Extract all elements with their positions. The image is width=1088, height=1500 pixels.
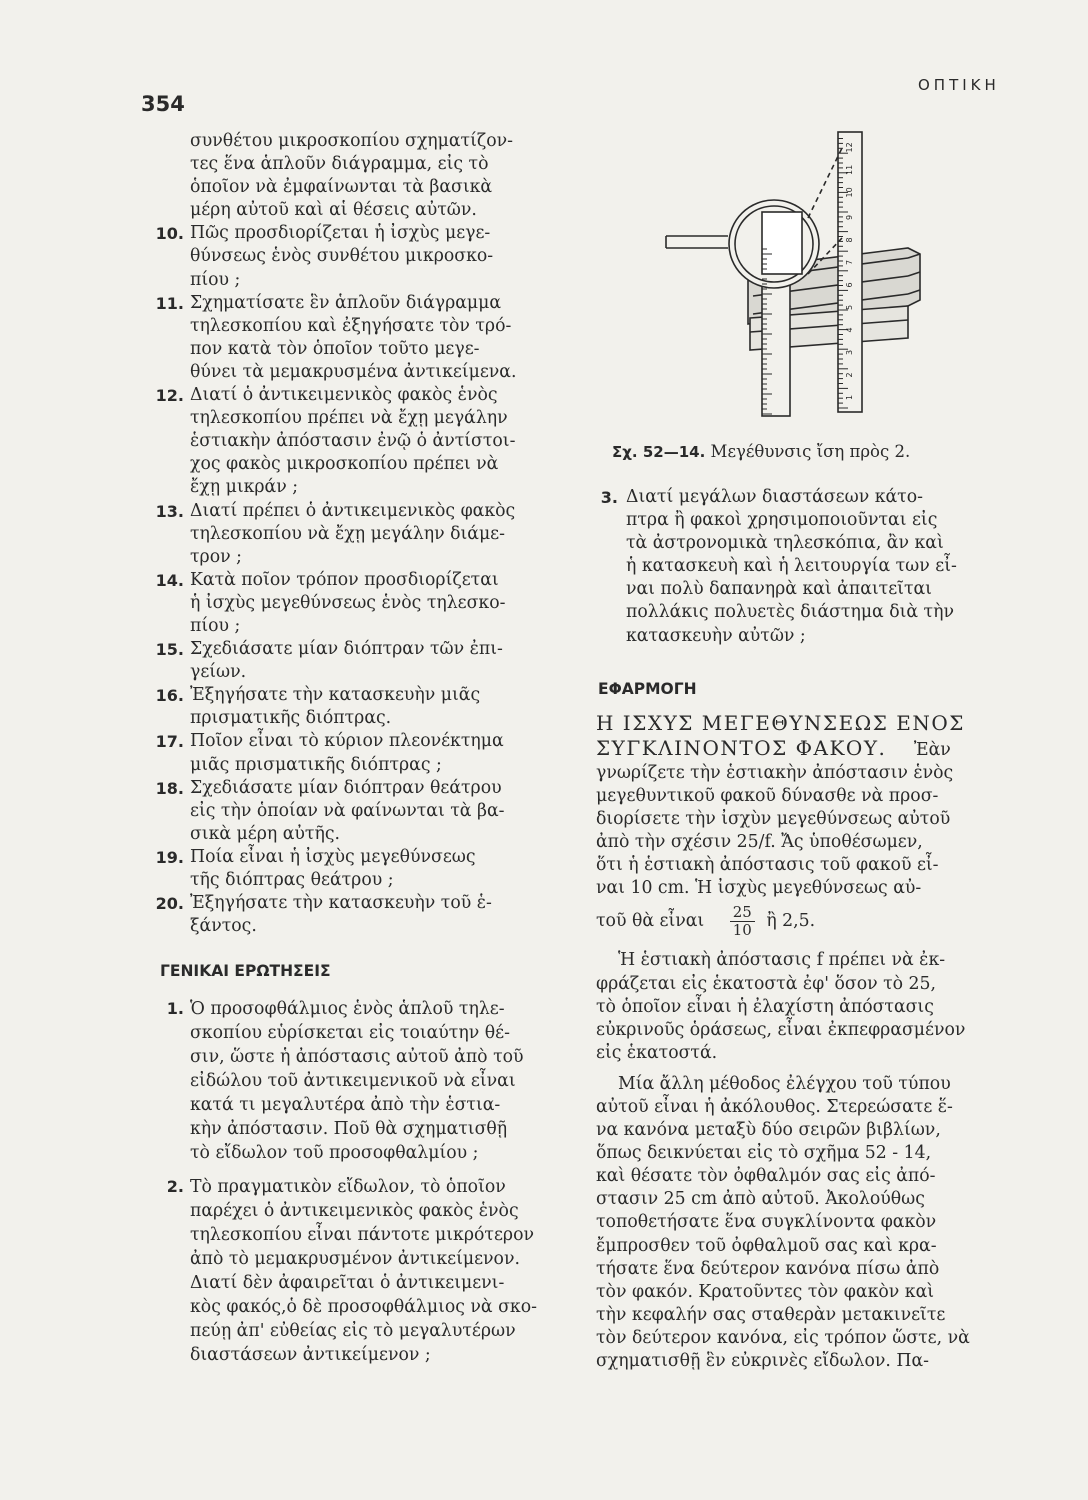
formula-suffix: ἢ 2,5. <box>766 911 816 932</box>
text-line: θύνσεως ἑνὸς συνθέτου μικροσκο- <box>190 246 494 267</box>
text-line: τὸ εἴδωλον τοῦ προσοφθαλμίου ; <box>190 1143 479 1164</box>
caption-label: Σχ. 52—14. <box>612 443 706 461</box>
formula-prefix: τοῦ θὰ εἶναι <box>596 911 705 932</box>
text-line: Ποία εἶναι ἡ ἰσχὺς μεγεθύνσεως <box>190 846 476 867</box>
text-line: σικὰ μέρη αὐτῆς. <box>190 823 340 844</box>
general-questions-title: ΓΕΝΙΚΑΙ ΕΡΩΤΗΣΕΙΣ <box>160 962 331 981</box>
paragraph-3 <box>596 1073 1014 1373</box>
text-line: Ποῖον εἶναι τὸ κύριον πλεονέκτημα <box>190 731 504 752</box>
text-line: Σχεδιάσατε μίαν διόπτραν θεάτρου <box>190 777 502 798</box>
text-line: φράζεται εἰς ἑκατοστὰ ἐφ' ὅσον τὸ 25, <box>596 973 937 994</box>
figure-caption <box>612 442 910 461</box>
text-line: Διατί ὁ ἀντικειμενικὸς φακὸς ἑνὸς <box>190 385 498 406</box>
text-line: εἰς ἑκατοστά. <box>596 1042 718 1063</box>
left-column <box>148 130 580 1377</box>
heading-tail: Ἐὰν <box>913 739 951 760</box>
fraction-denominator: 10 <box>732 921 752 940</box>
question-number: 15. <box>155 640 184 660</box>
text-line: ὅπως δεικνύεται εἰς τὸ σχῆμα 52 - 14, <box>596 1143 932 1164</box>
question-number: 17. <box>155 732 184 752</box>
question-15 <box>148 638 580 684</box>
question-14 <box>148 569 580 638</box>
text-line: τηλεσκοπίου καὶ ἐξηγήσατε τὸν τρό- <box>190 315 512 336</box>
text-line: Ἐξηγήσατε τὴν κατασκευὴν τοῦ ἑ- <box>190 893 492 914</box>
running-head: ΟΠΤΙΚΗ <box>918 76 1000 94</box>
text-line: διαστάσεων ἀντικείμενον ; <box>190 1345 431 1366</box>
text-line: εὐκρινοῦς ὁράσεως, εἶναι ἐκπεφρασμένον <box>596 1019 966 1040</box>
question-number: 3. <box>600 488 618 507</box>
text-line: ναι 10 cm. Ἡ ἰσχὺς μεγεθύνσεως αὐ- <box>596 878 922 899</box>
text-line: διορίσετε τὴν ἰσχὺν μεγεθύνσεως αὐτοῦ <box>596 809 951 830</box>
text-line: Τὸ πραγματικὸν εἴδωλον, τὸ ὁποῖον <box>190 1177 506 1198</box>
text-line: συνθέτου μικροσκοπίου σχηματίζον- <box>190 131 514 151</box>
application-heading-line2: ΣΥΓΚΛΙΝΟΝΤΟΣ ΦΑΚΟΥ. <box>596 735 887 760</box>
question-number: 2. <box>166 1177 184 1197</box>
text-line: καὶ θέσατε τὸν ὀφθαλμόν σας εἰς ἀπό- <box>596 1166 936 1187</box>
ruler-label: 2 <box>845 372 854 378</box>
magnifier-handle <box>666 236 728 248</box>
question-10 <box>148 222 580 291</box>
question-12 <box>148 384 580 499</box>
ruler-label: 7 <box>845 259 854 265</box>
formula-line <box>596 904 1014 939</box>
text-line: σχηματισθῇ ἓν εὐκρινὲς εἴδωλον. Πα- <box>596 1351 929 1371</box>
question-20 <box>148 892 580 938</box>
text-line: Διατί μεγάλων διαστάσεων κάτο- <box>626 487 923 507</box>
text-line: ἀπὸ τὴν σχέσιν 25/f. Ἄς ὑποθέσωμεν, <box>596 832 923 853</box>
text-line: Μία ἄλλη μέθοδος ἐλέγχου τοῦ τύπου <box>618 1073 951 1094</box>
text-line: ἔχῃ μικράν ; <box>190 477 299 498</box>
ruler-label: 12 <box>845 142 854 153</box>
text-line: τῆς διόπτρας θεάτρου ; <box>190 870 394 890</box>
text-line: πρισματικῆς διόπτρας. <box>190 708 392 729</box>
question-number: 18. <box>155 778 184 798</box>
paragraph-2 <box>596 949 1014 1064</box>
question-number: 13. <box>155 501 184 521</box>
page-number: 354 <box>141 92 185 116</box>
ruler-label: 11 <box>845 164 854 175</box>
text-line: Πῶς προσδιορίζεται ἡ ἰσχὺς μεγε- <box>190 223 491 244</box>
text-line: σκοπίου εὑρίσκεται εἰς τοιαύτην θέ- <box>190 1023 510 1044</box>
question-number: 12. <box>155 386 184 406</box>
question-number: 16. <box>155 686 184 706</box>
text-line: ἡ κατασκευὴ καὶ ἡ λειτουργία των εἶ- <box>626 556 957 577</box>
application-heading-line2-row <box>596 736 1014 762</box>
text-line: Ἡ ἑστιακὴ ἀπόστασις f πρέπει νὰ ἐκ- <box>618 950 946 971</box>
ruler-label: 3 <box>845 349 854 355</box>
text-line: ἑστιακὴν ἀπόστασιν ἐνῷ ὁ ἀντίστοι- <box>190 431 516 452</box>
question-3 <box>596 486 1014 648</box>
text-line: τηλεσκοπίου νὰ ἔχῃ μεγάλην διάμε- <box>190 523 505 544</box>
text-line: Ἐξηγήσατε τὴν κατασκευὴν μιᾶς <box>190 685 481 706</box>
question-16 <box>148 684 580 730</box>
ruler-label: 10 <box>845 187 854 198</box>
text-line: τες ἕνα ἁπλοῦν διάγραμμα, εἰς τὸ <box>190 154 489 175</box>
ruler-label: 9 <box>845 214 854 220</box>
question-13 <box>148 500 580 569</box>
text-line: τὰ ἀστρονομικὰ τηλεσκόπια, ἂν καὶ <box>626 533 944 554</box>
magnifier-ruler-figure <box>658 128 958 428</box>
text-line: εἰς τὴν ὁποίαν νὰ φαίνωνται τὰ βα- <box>190 800 505 821</box>
text-line: κὸς φακός,ὁ δὲ προσοφθάλμιος νὰ σκο- <box>190 1297 537 1318</box>
general-question-2 <box>148 1175 580 1367</box>
text-line: γείων. <box>190 662 247 683</box>
ruler-label: 4 <box>845 327 854 333</box>
formula-fraction <box>730 904 755 939</box>
text-line: Διατί δὲν ἀφαιρεῖται ὁ ἀντικειμενι- <box>190 1273 505 1294</box>
text-line: μιᾶς πρισματικῆς διόπτρας ; <box>190 754 442 775</box>
general-question-1 <box>148 997 580 1165</box>
text-line: παρέχει ὁ ἀντικειμενικὸς φακὸς ἑνὸς <box>190 1201 519 1222</box>
text-line: κὴν ἀπόστασιν. Ποῦ θὰ σχηματισθῇ <box>190 1119 508 1140</box>
text-line: τὸ ὁποῖον εἶναι ἡ ἐλαχίστη ἀπόστασις <box>596 996 934 1017</box>
paragraph-1 <box>596 762 1014 940</box>
question-19 <box>148 846 580 892</box>
general-questions <box>148 997 580 1367</box>
text-line: πτρα ἢ φακοὶ χρησιμοποιοῦνται εἰς <box>626 510 938 531</box>
text-line: γνωρίζετε τὴν ἑστιακὴν ἀπόστασιν ἑνὸς <box>596 762 954 783</box>
ruler-label: 8 <box>845 237 854 243</box>
ruler-label: 6 <box>845 282 854 288</box>
intro-continuation <box>148 130 580 222</box>
text-line: τήσατε ἕνα δεύτερον κανόνα πίσω ἀπὸ <box>596 1258 940 1279</box>
question-number: 11. <box>155 293 184 313</box>
text-line: κατά τι μεγαλυτέρα ἀπὸ τὴν ἑστια- <box>190 1095 501 1116</box>
text-line: αὐτοῦ εἶναι ἡ ἀκόλουθος. Στερεώσατε ἕ- <box>596 1096 953 1117</box>
text-line: τρον ; <box>190 546 242 567</box>
text-line: μέρη αὐτοῦ καὶ αἱ θέσεις αὐτῶν. <box>190 200 477 221</box>
ruler-label: 1 <box>845 394 854 400</box>
fraction-numerator: 25 <box>730 904 755 922</box>
application-title: ΕΦΑΡΜΟΓΗ <box>598 679 697 698</box>
caption-text: Μεγέθυνσις ἴση πρὸς 2. <box>710 442 911 461</box>
text-line: τοποθετήσατε ἕνα συγκλίνοντα φακὸν <box>596 1212 937 1233</box>
text-line: ἡ ἰσχὺς μεγεθύνσεως ἑνὸς τηλεσκο- <box>190 592 506 613</box>
text-line: τηλεσκοπίου πρέπει νὰ ἔχῃ μεγάλην <box>190 408 508 429</box>
text-line: Ὁ προσοφθάλμιος ἑνὸς ἁπλοῦ τηλε- <box>190 999 505 1020</box>
text-line: θύνει τὰ μεμακρυσμένα ἀντικείμενα. <box>190 361 517 382</box>
text-line: στασιν 25 cm ἀπὸ αὐτοῦ. Ἀκολούθως <box>596 1189 925 1210</box>
text-line: ὅτι ἡ ἑστιακὴ ἀπόστασις τοῦ φακοῦ εἶ- <box>596 855 939 876</box>
text-line: τὴν κεφαλήν σας σταθερὰν μετακινεῖτε <box>596 1304 946 1325</box>
question-number: 1. <box>166 999 184 1019</box>
right-column <box>596 486 1014 1373</box>
text-line: Σχηματίσατε ἓν ἁπλοῦν διάγραμμα <box>190 292 502 313</box>
question-11 <box>148 292 580 384</box>
text-line: ἀπὸ τὸ μεμακρυσμένον ἀντικείμενον. <box>190 1249 520 1270</box>
question-18 <box>148 777 580 846</box>
text-line: εἰδώλου τοῦ ἀντικειμενικοῦ νὰ εἶναι <box>190 1071 516 1092</box>
text-line: ἔμπροσθεν τοῦ ὀφθαλμοῦ σας καὶ κρα- <box>596 1235 937 1256</box>
text-line: Κατὰ ποῖον τρόπον προσδιορίζεται <box>190 569 499 590</box>
text-line: χος φακὸς μικροσκοπίου πρέπει νὰ <box>190 454 499 475</box>
text-line: ναι πολὺ δαπανηρὰ καὶ ἀπαιτεῖται <box>626 579 932 600</box>
text-line: μεγεθυντικοῦ φακοῦ δύνασθε νὰ προσ- <box>596 785 939 806</box>
question-number: 19. <box>155 847 184 867</box>
text-line: πεύῃ ἀπ' εὐθείας εἰς τὸ μεγαλυτέρων <box>190 1321 516 1342</box>
application-heading-line1: Η ΙΣΧΥΣ ΜΕΓΕΘΥΝΣΕΩΣ ΕΝΟΣ <box>596 710 965 735</box>
text-line: πον κατὰ τὸν ὁποῖον τοῦτο μεγε- <box>190 338 480 359</box>
text-line: να κανόνα μεταξὺ δύο σειρῶν βιβλίων, <box>596 1120 941 1141</box>
text-line: τηλεσκοπίου εἶναι πάντοτε μικρότερον <box>190 1225 534 1246</box>
text-line: σιν, ὥστε ἡ ἀπόστασις αὐτοῦ ἀπὸ τοῦ <box>190 1047 524 1068</box>
magnified-ruler <box>762 212 802 274</box>
question-number: 20. <box>155 894 184 914</box>
text-line: τὸν δεύτερον κανόνα, εἰς τρόπον ὥστε, νὰ <box>596 1327 970 1348</box>
text-line: τὸν φακόν. Κρατοῦντες τὸν φακὸν καὶ <box>596 1281 935 1302</box>
text-line: πίου ; <box>190 269 241 290</box>
question-number: 14. <box>155 570 184 590</box>
text-line: Διατί πρέπει ὁ ἀντικειμενικὸς φακὸς <box>190 500 516 521</box>
ruler-label: 5 <box>845 304 854 310</box>
text-line: πολλάκις πολυετὲς διάστημα διὰ τὴν <box>626 602 954 623</box>
text-line: ὁποῖον νὰ ἐμφαίνωνται τὰ βασικὰ <box>190 177 493 198</box>
text-line: πίου ; <box>190 615 241 636</box>
text-line: κατασκευὴν αὐτῶν ; <box>626 625 806 646</box>
question-17 <box>148 730 580 776</box>
question-number: 10. <box>155 224 184 244</box>
text-line: Σχεδιάσατε μίαν διόπτραν τῶν ἐπι- <box>190 639 503 660</box>
text-line: ξάντος. <box>190 916 257 937</box>
